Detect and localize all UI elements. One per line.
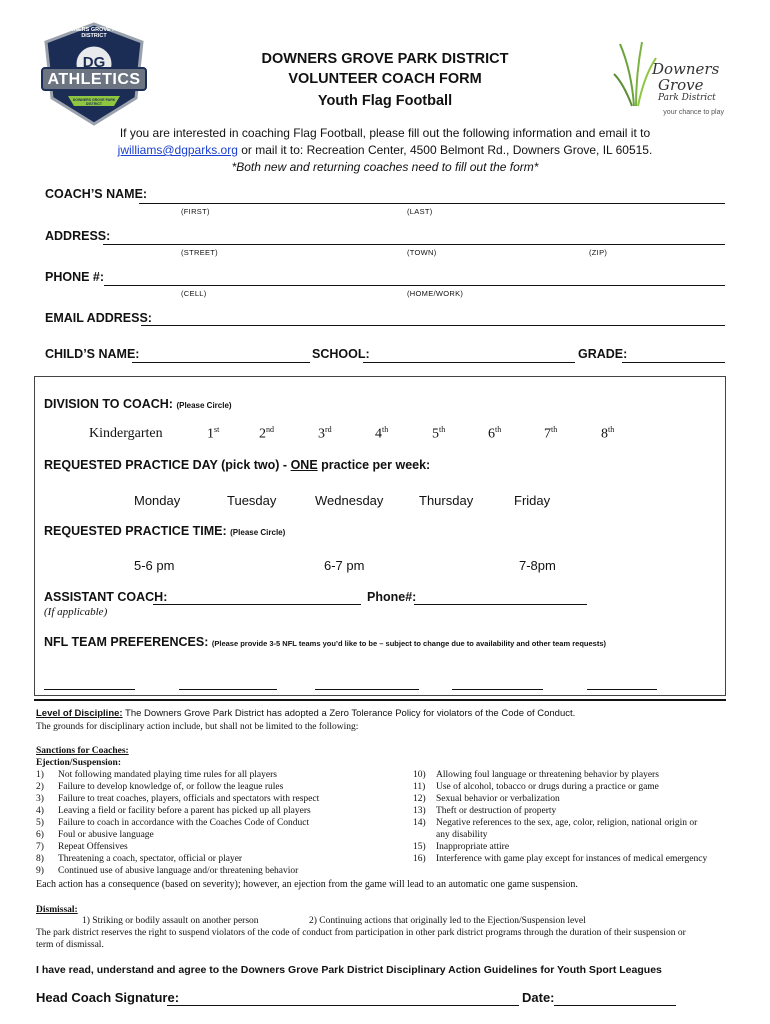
- item-text: Sexual behavior or verbalization: [436, 794, 560, 804]
- item-num: 13): [413, 806, 426, 816]
- head-coach-signature-label: Head Coach Signature:: [36, 990, 180, 1005]
- grade-5-num: 5: [432, 426, 439, 442]
- form-title-line2: VOLUNTEER COACH FORM: [288, 71, 482, 87]
- ejection-list-right: [413, 769, 725, 865]
- ejection-list-left: [36, 769, 416, 877]
- nfl-team-field-1[interactable]: [44, 689, 135, 690]
- list-item: [413, 769, 725, 781]
- form-title-line1: DOWNERS GROVE PARK DISTRICT: [261, 51, 509, 67]
- nfl-team-field-2[interactable]: [179, 689, 277, 690]
- item-num: 10): [413, 770, 426, 780]
- item-num: 11): [413, 782, 426, 792]
- list-item: [413, 781, 725, 793]
- practice-day-label-a: REQUESTED PRACTICE DAY (pick two) -: [44, 458, 291, 472]
- division-grade-8[interactable]: [601, 425, 614, 443]
- item-text: Repeat Offensives: [58, 842, 128, 852]
- form-title-line3: Youth Flag Football: [317, 93, 453, 109]
- item-num: 16): [413, 854, 426, 864]
- division-label: [44, 397, 232, 411]
- logo-name-grove: Grove: [658, 76, 704, 94]
- child-name-label: CHILD’S NAME:: [45, 347, 140, 361]
- item-text: Allowing foul language or threatening behavior by players: [436, 770, 659, 780]
- nfl-preferences-label: [44, 635, 606, 649]
- day-tuesday[interactable]: Tuesday: [227, 493, 277, 508]
- grade-5-suffix: th: [439, 425, 446, 434]
- list-item: [413, 853, 725, 865]
- division-label-text: DIVISION TO COACH:: [44, 397, 173, 411]
- item-num: 2): [36, 782, 44, 792]
- address-field[interactable]: [103, 244, 725, 245]
- division-kindergarten[interactable]: Kindergarten: [89, 426, 163, 441]
- item-num: 14): [413, 818, 426, 828]
- item-num: 4): [36, 806, 44, 816]
- grade-8-suffix: th: [608, 425, 615, 434]
- grade-8-num: 8: [601, 426, 608, 442]
- item-num: 5): [36, 818, 44, 828]
- nfl-team-field-5[interactable]: [587, 689, 657, 690]
- grade-2-num: 2: [259, 426, 266, 442]
- phone-field[interactable]: [104, 285, 725, 286]
- division-grade-4[interactable]: [375, 425, 388, 443]
- item-text: Continued use of abusive language and/or threatening behavior: [58, 866, 299, 876]
- day-wednesday[interactable]: Wednesday: [315, 493, 384, 508]
- list-item: [36, 793, 416, 805]
- coach-name-field[interactable]: [139, 203, 725, 204]
- nfl-team-field-4[interactable]: [452, 689, 543, 690]
- logo-banner-text: DOWNERS GROVE PARK DISTRICT: [72, 98, 116, 106]
- dismissal-heading: Dismissal:: [36, 905, 78, 915]
- date-field[interactable]: [554, 1005, 676, 1006]
- dismissal-item-1: 1) Striking or bodily assault on another person: [82, 916, 259, 926]
- list-item: [413, 841, 725, 853]
- coach-name-label: COACH’S NAME:: [45, 187, 148, 201]
- item-text: Interference with game play except for instances of medical emergency: [436, 854, 708, 864]
- grade-1-suffix: st: [214, 425, 220, 434]
- date-label: Date:: [522, 990, 555, 1005]
- division-grade-6[interactable]: [488, 425, 501, 443]
- grade-field[interactable]: [622, 362, 725, 363]
- intro-line2: [60, 142, 710, 159]
- grade-7-suffix: th: [551, 425, 558, 434]
- division-grade-7[interactable]: [544, 425, 557, 443]
- list-item: [413, 829, 725, 841]
- grade-3-suffix: rd: [325, 425, 332, 434]
- practice-time-note: (Please Circle): [230, 528, 286, 537]
- logo-tagline: your chance to play: [663, 109, 724, 116]
- assistant-phone-field[interactable]: [414, 604, 587, 605]
- item-text: Foul or abusive language: [58, 830, 154, 840]
- discipline-text1: The Downers Grove Park District has adopted a Zero Tolerance Policy for violators of the Code of Conduct.: [122, 708, 576, 719]
- grade-3-num: 3: [318, 426, 325, 442]
- school-field[interactable]: [363, 362, 575, 363]
- first-name-hint: (FIRST): [181, 207, 210, 216]
- list-item: [36, 769, 416, 781]
- email-address-field[interactable]: [141, 325, 725, 326]
- town-hint: (TOWN): [407, 248, 437, 257]
- list-item: [36, 865, 416, 877]
- list-item: [36, 817, 416, 829]
- grade-6-num: 6: [488, 426, 495, 442]
- downers-grove-park-logo: [612, 38, 724, 120]
- assistant-coach-field[interactable]: [153, 604, 361, 605]
- phone-label: PHONE #:: [45, 270, 105, 284]
- item-text: Failure to coach in accordance with the Coaches Code of Conduct: [58, 818, 310, 828]
- reserve-text-2: term of dismissal.: [36, 940, 104, 950]
- assistant-coach-label: ASSISTANT COACH:: [44, 590, 168, 604]
- list-item: [36, 805, 416, 817]
- child-name-field[interactable]: [132, 362, 310, 363]
- list-item: [413, 793, 725, 805]
- intro-line1: If you are interested in coaching Flag Football, please fill out the following information and email it to: [119, 126, 651, 140]
- list-item: [413, 805, 725, 817]
- if-applicable-note: (If applicable): [44, 606, 108, 618]
- division-grade-1[interactable]: [207, 425, 219, 443]
- email-link[interactable]: jwilliams@dgparks.org: [117, 143, 238, 157]
- list-item: [36, 829, 416, 841]
- nfl-preferences-label-text: NFL TEAM PREFERENCES:: [44, 635, 209, 649]
- home-work-hint: (HOME/WORK): [407, 289, 464, 298]
- head-coach-signature-field[interactable]: [167, 1005, 519, 1006]
- practice-day-label: [44, 458, 430, 472]
- sanctions-heading: Sanctions for Coaches:: [36, 746, 129, 756]
- grade-7-num: 7: [544, 426, 551, 442]
- discipline-text2: The grounds for disciplinary action include, but shall not be limited to the following:: [36, 722, 359, 732]
- address-label: ADDRESS:: [45, 229, 111, 243]
- item-text: Inappropriate attire: [436, 842, 510, 852]
- item-num: 6): [36, 830, 44, 840]
- dismissal-item-2: 2) Continuing actions that originally led to the Ejection/Suspension level: [309, 916, 586, 926]
- school-label: SCHOOL:: [312, 347, 370, 361]
- reserve-text-1: The park district reserves the right to suspend violators of the code of conduct from participation in other park district programs through the duration of their suspension or: [36, 928, 686, 938]
- email-address-label: EMAIL ADDRESS:: [45, 311, 152, 325]
- item-num: 12): [413, 794, 426, 804]
- logo-arc-text: DOWNERS GROVE PARK DISTRICT: [60, 27, 128, 39]
- practice-time-label: [44, 524, 285, 538]
- discipline-intro: [36, 708, 726, 719]
- division-note: (Please Circle): [176, 401, 232, 410]
- intro-address: or mail it to: Recreation Center, 4500 Belmont Rd., Downers Grove, IL 60515.: [237, 143, 653, 157]
- item-num: 9): [36, 866, 44, 876]
- zip-hint: (ZIP): [589, 248, 608, 257]
- division-grade-2[interactable]: [259, 425, 274, 443]
- item-text: any disability: [436, 830, 488, 840]
- item-num: 3): [36, 794, 44, 804]
- logo-name-park-district: Park District: [658, 93, 716, 103]
- item-num: 8): [36, 854, 44, 864]
- item-text: Failure to develop knowledge of, or follow the league rules: [58, 782, 284, 792]
- time-7-8[interactable]: 7-8pm: [519, 558, 556, 573]
- grade-2-suffix: nd: [266, 425, 274, 434]
- consequence-text: Each action has a consequence (based on severity); however, an ejection from the game will lead to an automatic one game suspension.: [36, 879, 578, 890]
- item-text: Threatening a coach, spectator, official or player: [58, 854, 243, 864]
- logo-athletics-word: ATHLETICS: [47, 71, 141, 88]
- practice-day-label-one: ONE: [290, 458, 318, 472]
- division-grade-3[interactable]: [318, 425, 332, 443]
- item-num: 7): [36, 842, 44, 852]
- ejection-heading: Ejection/Suspension:: [36, 758, 121, 768]
- grade-6-suffix: th: [495, 425, 502, 434]
- last-name-hint: (LAST): [407, 207, 433, 216]
- list-item: [36, 841, 416, 853]
- list-item: [36, 781, 416, 793]
- street-hint: (STREET): [181, 248, 218, 257]
- day-monday[interactable]: Monday: [134, 493, 181, 508]
- cell-hint: (CELL): [181, 289, 207, 298]
- assistant-phone-label: Phone#:: [367, 590, 417, 604]
- time-6-7[interactable]: 6-7 pm: [324, 558, 365, 573]
- agreement-statement: I have read, understand and agree to the Downers Grove Park District Disciplinary Action Guidelines for Youth Sport Leagues: [36, 964, 662, 976]
- time-5-6[interactable]: 5-6 pm: [134, 558, 175, 573]
- division-grade-5[interactable]: [432, 425, 445, 443]
- practice-day-label-b: practice per week:: [317, 458, 431, 472]
- item-text: Failure to treat coaches, players, officials and spectators with respect: [58, 794, 320, 804]
- item-text: Leaving a field or facility before a parent has picked up all players: [58, 806, 311, 816]
- discipline-heading: Level of Discipline:: [36, 708, 123, 719]
- day-friday[interactable]: Friday: [514, 493, 551, 508]
- section-divider: [34, 699, 726, 701]
- item-text: Negative references to the sex, age, color, religion, national origin or: [436, 818, 698, 828]
- item-text: Not following mandated playing time rules for all players: [58, 770, 277, 780]
- logo-name-downers: Downers: [652, 60, 720, 78]
- nfl-preferences-note: (Please provide 3-5 NFL teams you’d like to be – subject to change due to availability and other team requests): [211, 639, 606, 648]
- logo-monogram: DG: [82, 54, 106, 71]
- item-num: 1): [36, 770, 44, 780]
- grade-1-num: 1: [207, 426, 214, 442]
- item-text: Use of alcohol, tobacco or drugs during a practice or game: [436, 782, 659, 792]
- list-item: [36, 853, 416, 865]
- item-num: 15): [413, 842, 426, 852]
- grade-4-num: 4: [375, 426, 382, 442]
- nfl-team-field-3[interactable]: [315, 689, 419, 690]
- dg-athletics-logo: [38, 20, 150, 128]
- item-text: Theft or destruction of property: [436, 806, 557, 816]
- intro-note: *Both new and returning coaches need to fill out the form*: [231, 160, 539, 174]
- list-item: [413, 817, 725, 829]
- grade-label: GRADE:: [578, 347, 628, 361]
- day-thursday[interactable]: Thursday: [419, 493, 474, 508]
- practice-time-label-text: REQUESTED PRACTICE TIME:: [44, 524, 227, 538]
- grade-4-suffix: th: [382, 425, 389, 434]
